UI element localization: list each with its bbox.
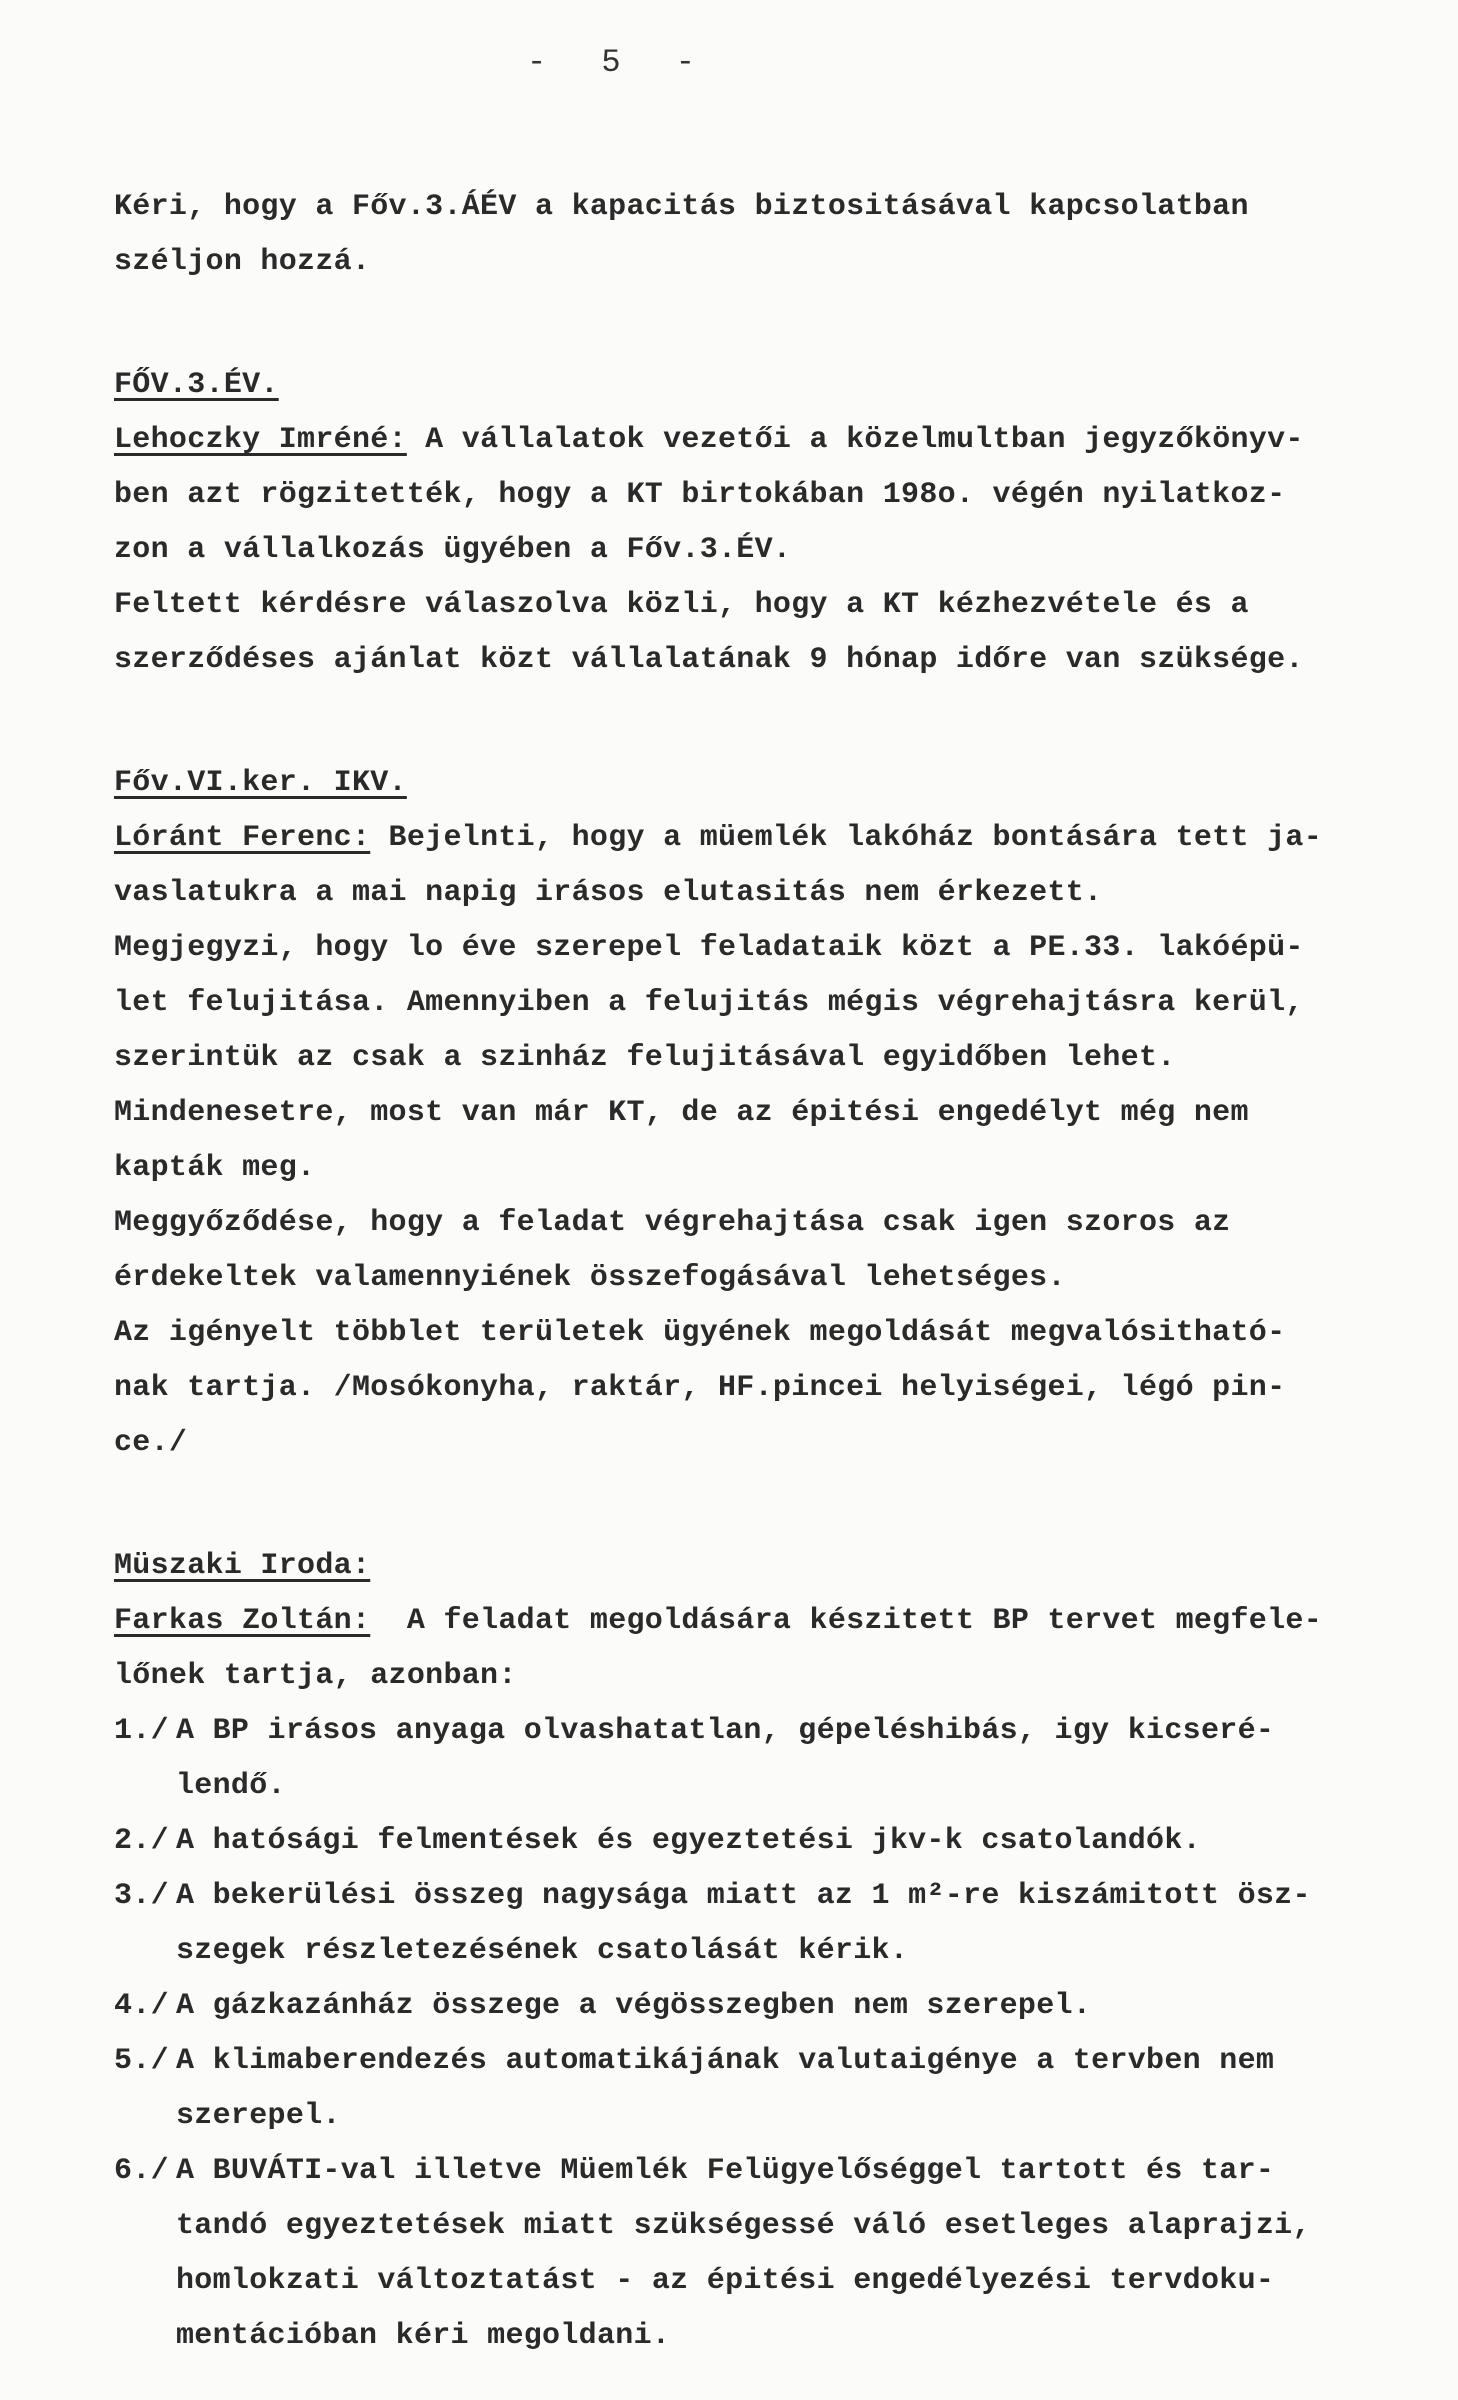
list-item — [114, 1814, 1364, 1869]
section-heading — [114, 358, 1364, 413]
intro-line: széljon hozzá. — [114, 245, 371, 279]
list-item — [114, 2034, 1364, 2144]
document-body — [114, 180, 1364, 2364]
speaker-name: Lehoczky Imréné: — [114, 423, 407, 457]
paragraph-line: let felujitása. Amennyiben a felujitás mégis végrehajtásra kerül, — [114, 986, 1304, 1020]
item-number: 3./ — [114, 1879, 169, 1913]
item-line: A klimaberendezés automatikájának valutaigénye a tervben nem — [176, 2044, 1275, 2078]
item-number: 5./ — [114, 2044, 169, 2078]
paragraph-line: vaslatukra a mai napig irásos elutasitás nem érkezett. — [114, 876, 1103, 910]
speaker-line — [114, 1594, 1364, 1649]
paragraph-line: lőnek tartja, azonban: — [114, 1659, 517, 1693]
paragraph-line: szerződéses ajánlat közt vállalatának 9 hónap időre van szüksége. — [114, 643, 1304, 677]
intro-line: Kéri, hogy a Főv.3.ÁÉV a kapacitás biztositásával kapcsolatban — [114, 190, 1249, 224]
heading-ikv: Főv.VI.ker. IKV. — [114, 766, 407, 800]
paragraph-line: nak tartja. /Mosókonyha, raktár, HF.pincei helyiségei, légó pin- — [114, 1371, 1286, 1405]
speaker-line — [114, 811, 1364, 866]
paragraph-text: Bejelnti, hogy a müemlék lakóház bontására tett ja- — [370, 821, 1323, 855]
paragraph-line: zon a vállalkozás ügyében a Főv.3.ÉV. — [114, 533, 792, 567]
paragraph-line: kapták meg. — [114, 1151, 316, 1185]
paragraph-line: Feltett kérdésre válaszolva közli, hogy a KT kézhezvétele és a — [114, 588, 1249, 622]
paragraph-line: Meggyőződése, hogy a feladat végrehajtása csak igen szoros az — [114, 1206, 1231, 1240]
list-item — [114, 1979, 1364, 2034]
speaker-name: Farkas Zoltán: — [114, 1604, 371, 1638]
item-line: A BP irásos anyaga olvashatatlan, gépeléshibás, igy kicseré- — [176, 1714, 1275, 1748]
list-item — [114, 2144, 1364, 2364]
item-number: 4./ — [114, 1989, 169, 2023]
item-line: A gázkazánház összege a végösszegben nem szerepel. — [176, 1989, 1092, 2023]
item-number: 1./ — [114, 1714, 169, 1748]
section-heading — [114, 1539, 1364, 1594]
list-item — [114, 1704, 1364, 1814]
speaker-line — [114, 413, 1364, 468]
heading-muszaki-iroda: Müszaki Iroda: — [114, 1549, 371, 1583]
paragraph-line: érdekeltek valamennyiének összefogásával lehetséges. — [114, 1261, 1066, 1295]
paragraph-text: A vállalatok vezetői a közelmultban jegyzőkönyv- — [406, 423, 1304, 457]
page-number: - 5 - — [526, 44, 713, 81]
item-line: lendő. — [176, 1769, 286, 1803]
speaker-name: Lóránt Ferenc: — [114, 821, 371, 855]
paragraph-text: A feladat megoldására készitett BP tervet megfele- — [370, 1604, 1323, 1638]
item-line: szegek részletezésének csatolását kérik. — [176, 1934, 909, 1968]
list-item — [114, 1869, 1364, 1979]
item-number: 6./ — [114, 2154, 169, 2188]
paragraph-line: Mindenesetre, most van már KT, de az épitési engedélyt még nem — [114, 1096, 1249, 1130]
item-line: homlokzati változtatást - az épitési engedélyezési tervdoku- — [176, 2264, 1275, 2298]
item-line: szerepel. — [176, 2099, 341, 2133]
paragraph-line: Megjegyzi, hogy lo éve szerepel feladataik közt a PE.33. lakóépü- — [114, 931, 1304, 965]
heading-fov-3-ev: FŐV.3.ÉV. — [114, 368, 279, 402]
section-heading — [114, 756, 1364, 811]
item-line: mentációban kéri megoldani. — [176, 2319, 671, 2353]
paragraph-line: Az igényelt többlet területek ügyének megoldását megvalósitható- — [114, 1316, 1286, 1350]
item-line: tandó egyeztetések miatt szükségessé váló esetleges alaprajzi, — [176, 2209, 1311, 2243]
item-line: A hatósági felmentések és egyeztetési jkv-k csatolandók. — [176, 1824, 1201, 1858]
paragraph-line: szerintük az csak a szinház felujitásával egyidőben lehet. — [114, 1041, 1176, 1075]
paragraph-line: ce./ — [114, 1426, 188, 1460]
item-line: A BUVÁTI-val illetve Müemlék Felügyelőséggel tartott és tar- — [176, 2154, 1275, 2188]
paragraph-line: ben azt rögzitették, hogy a KT birtokában 198o. végén nyilatkoz- — [114, 478, 1286, 512]
item-line: A bekerülési összeg nagysága miatt az 1 m²-re kiszámitott ösz- — [176, 1879, 1311, 1913]
item-number: 2./ — [114, 1824, 169, 1858]
